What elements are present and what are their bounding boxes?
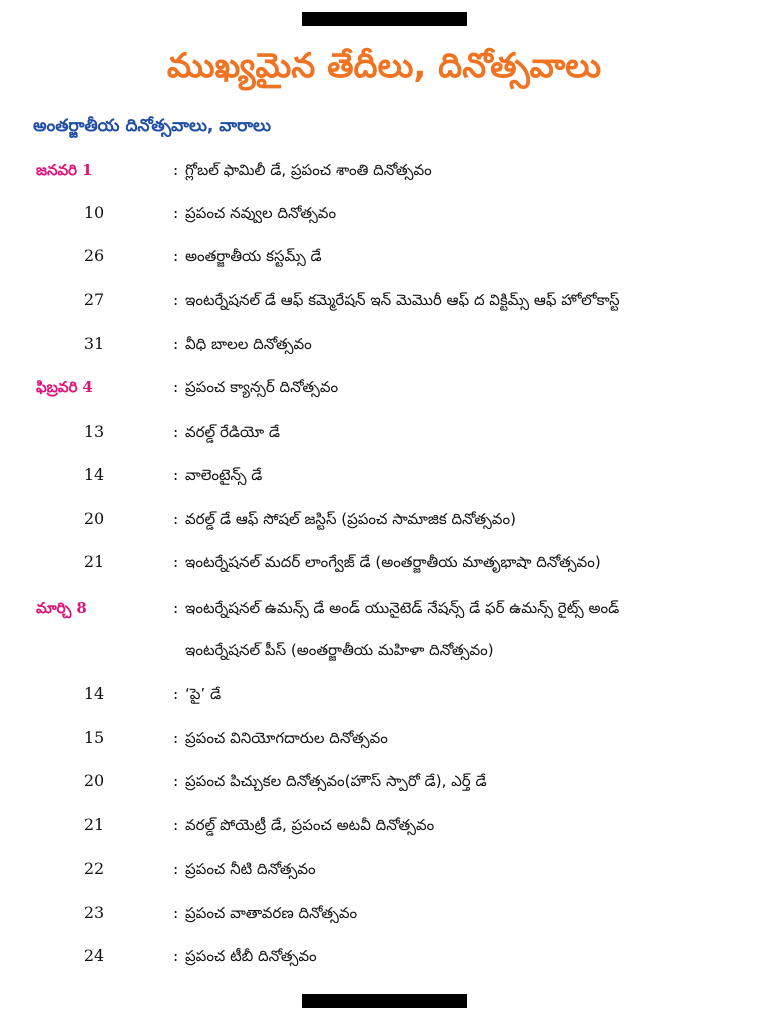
separator-colon: : [173, 466, 179, 484]
day-number: 26 [83, 246, 105, 265]
day-number: 31 [83, 334, 105, 353]
separator-colon: : [173, 599, 179, 617]
entry-description [185, 286, 745, 314]
separator-colon: : [173, 553, 179, 571]
day-number: 4 [82, 378, 93, 396]
entry-date [36, 594, 166, 622]
month-label: ఫిబ్రవరి [36, 378, 78, 396]
description-line: ప్రపంచ పిచ్చుకల దినోత్సవం(హౌస్ స్పారో డే), ఎర్త్ డే [185, 772, 487, 790]
separator-colon: : [173, 772, 179, 790]
description-line: వరల్డ్ పోయెట్రీ డే, ప్రపంచ అటవీ దినోత్సవం [185, 816, 435, 834]
entry-date [36, 156, 166, 184]
day-number: 10 [83, 203, 105, 222]
entry-description [185, 242, 745, 270]
page-title: ముఖ్యమైన తేదీలు, దినోత్సవాలు [166, 46, 602, 86]
description-line: వరల్డ్ రేడియో డే [185, 423, 280, 441]
date-entry [0, 811, 768, 839]
separator-colon: : [173, 161, 179, 179]
date-entry [0, 855, 768, 883]
date-entry [0, 286, 768, 314]
day-number: 15 [83, 728, 105, 747]
section-subtitle: అంతర్జాతీయ దినోత్సవాలు, వారాలు [33, 116, 271, 136]
top-black-bar [302, 12, 467, 26]
description-line: గ్లోబల్ ఫామిలీ డే, ప్రపంచ శాంతి దినోత్సవం [185, 161, 432, 179]
date-entry [0, 594, 768, 659]
day-number: 13 [83, 422, 105, 441]
description-line: ఇంటర్నేషనల్ మదర్ లాంగ్వేజ్ డే (అంతర్జాతీయ మాతృభాషా దినోత్సవం) [185, 553, 601, 571]
separator-colon: : [173, 291, 179, 309]
entry-description [185, 724, 745, 752]
day-number: 22 [83, 859, 105, 878]
separator-colon: : [173, 860, 179, 878]
entry-description [185, 942, 745, 970]
date-entry [0, 156, 768, 184]
description-line: వాలెంటైన్స్ డే [185, 466, 263, 484]
date-entry [0, 373, 768, 401]
entry-description [185, 199, 745, 227]
day-number: 20 [83, 509, 105, 528]
entry-description [185, 811, 745, 839]
separator-colon: : [173, 204, 179, 222]
day-number: 27 [83, 290, 105, 309]
description-line: అంతర్జాతీయ కస్టమ్స్ డే [185, 247, 322, 265]
separator-colon: : [173, 816, 179, 834]
entry-description [185, 418, 745, 446]
month-label: మార్చి [36, 599, 72, 617]
entry-date [36, 373, 166, 401]
description-line: ఇంటర్నేషనల్ డే ఆఫ్ కమ్మెరేషన్ ఇన్ మెమొరీ ఆఫ్ ద విక్టిమ్స్ ఆఫ్ హోలోకాస్ట్ [185, 291, 620, 309]
description-line: ప్రపంచ క్యాన్సర్ దినోత్సవం [185, 378, 339, 396]
day-number: 23 [83, 903, 105, 922]
day-number: 24 [83, 946, 105, 965]
date-entry [0, 418, 768, 446]
separator-colon: : [173, 904, 179, 922]
separator-colon: : [173, 247, 179, 265]
date-entry [0, 942, 768, 970]
entry-description [185, 855, 745, 883]
date-entry [0, 330, 768, 358]
day-number: 20 [83, 771, 105, 790]
day-number: 1 [82, 161, 93, 179]
date-entry [0, 199, 768, 227]
entry-description [185, 461, 745, 489]
entry-description [185, 505, 745, 533]
description-line: వీధి బాలల దినోత్సవం [185, 335, 312, 353]
entry-description [185, 156, 745, 184]
day-number: 14 [83, 684, 105, 703]
date-entry [0, 548, 768, 576]
date-entry [0, 899, 768, 927]
separator-colon: : [173, 335, 179, 353]
entry-description [185, 767, 745, 795]
date-entry [0, 724, 768, 752]
separator-colon: : [173, 729, 179, 747]
date-entry [0, 680, 768, 708]
date-entry [0, 505, 768, 533]
date-entry [0, 242, 768, 270]
separator-colon: : [173, 378, 179, 396]
description-line: ప్రపంచ నీటి దినోత్సవం [185, 860, 316, 878]
description-line: ప్రపంచ టీబీ దినోత్సవం [185, 947, 317, 965]
day-number: 21 [83, 552, 105, 571]
entry-description [185, 373, 745, 401]
entry-description [185, 330, 745, 358]
description-line: ఇంటర్నేషనల్ ఉమన్స్ డే అండ్ యునైటెడ్ నేషన్స్ డే ఫర్ ఉమన్స్ రైట్స్ అండ్ [185, 599, 620, 617]
date-entry [0, 767, 768, 795]
day-number: 21 [83, 815, 105, 834]
day-number: 14 [83, 465, 105, 484]
separator-colon: : [173, 423, 179, 441]
entry-description [185, 899, 745, 927]
day-number: 8 [76, 599, 87, 617]
entry-description [185, 680, 745, 708]
description-line: వరల్డ్ డే ఆఫ్ సోషల్ జస్టిస్ (ప్రపంచ సామాజిక దినోత్సవం) [185, 510, 516, 528]
entry-description [185, 594, 745, 664]
separator-colon: : [173, 510, 179, 528]
description-line: ప్రపంచ నవ్వుల దినోత్సవం [185, 204, 337, 222]
description-line: ప్రపంచ వాతావరణ దినోత్సవం [185, 904, 358, 922]
entry-description [185, 548, 745, 576]
separator-colon: : [173, 685, 179, 703]
description-line: ప్రపంచ వినియోగదారుల దినోత్సవం [185, 729, 388, 747]
description-line: ‘పై’ డే [185, 685, 222, 703]
month-label: జనవరి [36, 161, 78, 179]
separator-colon: : [173, 947, 179, 965]
date-entry [0, 461, 768, 489]
description-line-2: ఇంటర్నేషనల్ పీస్ (అంతర్జాతీయ మహిళా దినోత్సవం) [185, 641, 494, 659]
bottom-black-bar [302, 994, 467, 1008]
